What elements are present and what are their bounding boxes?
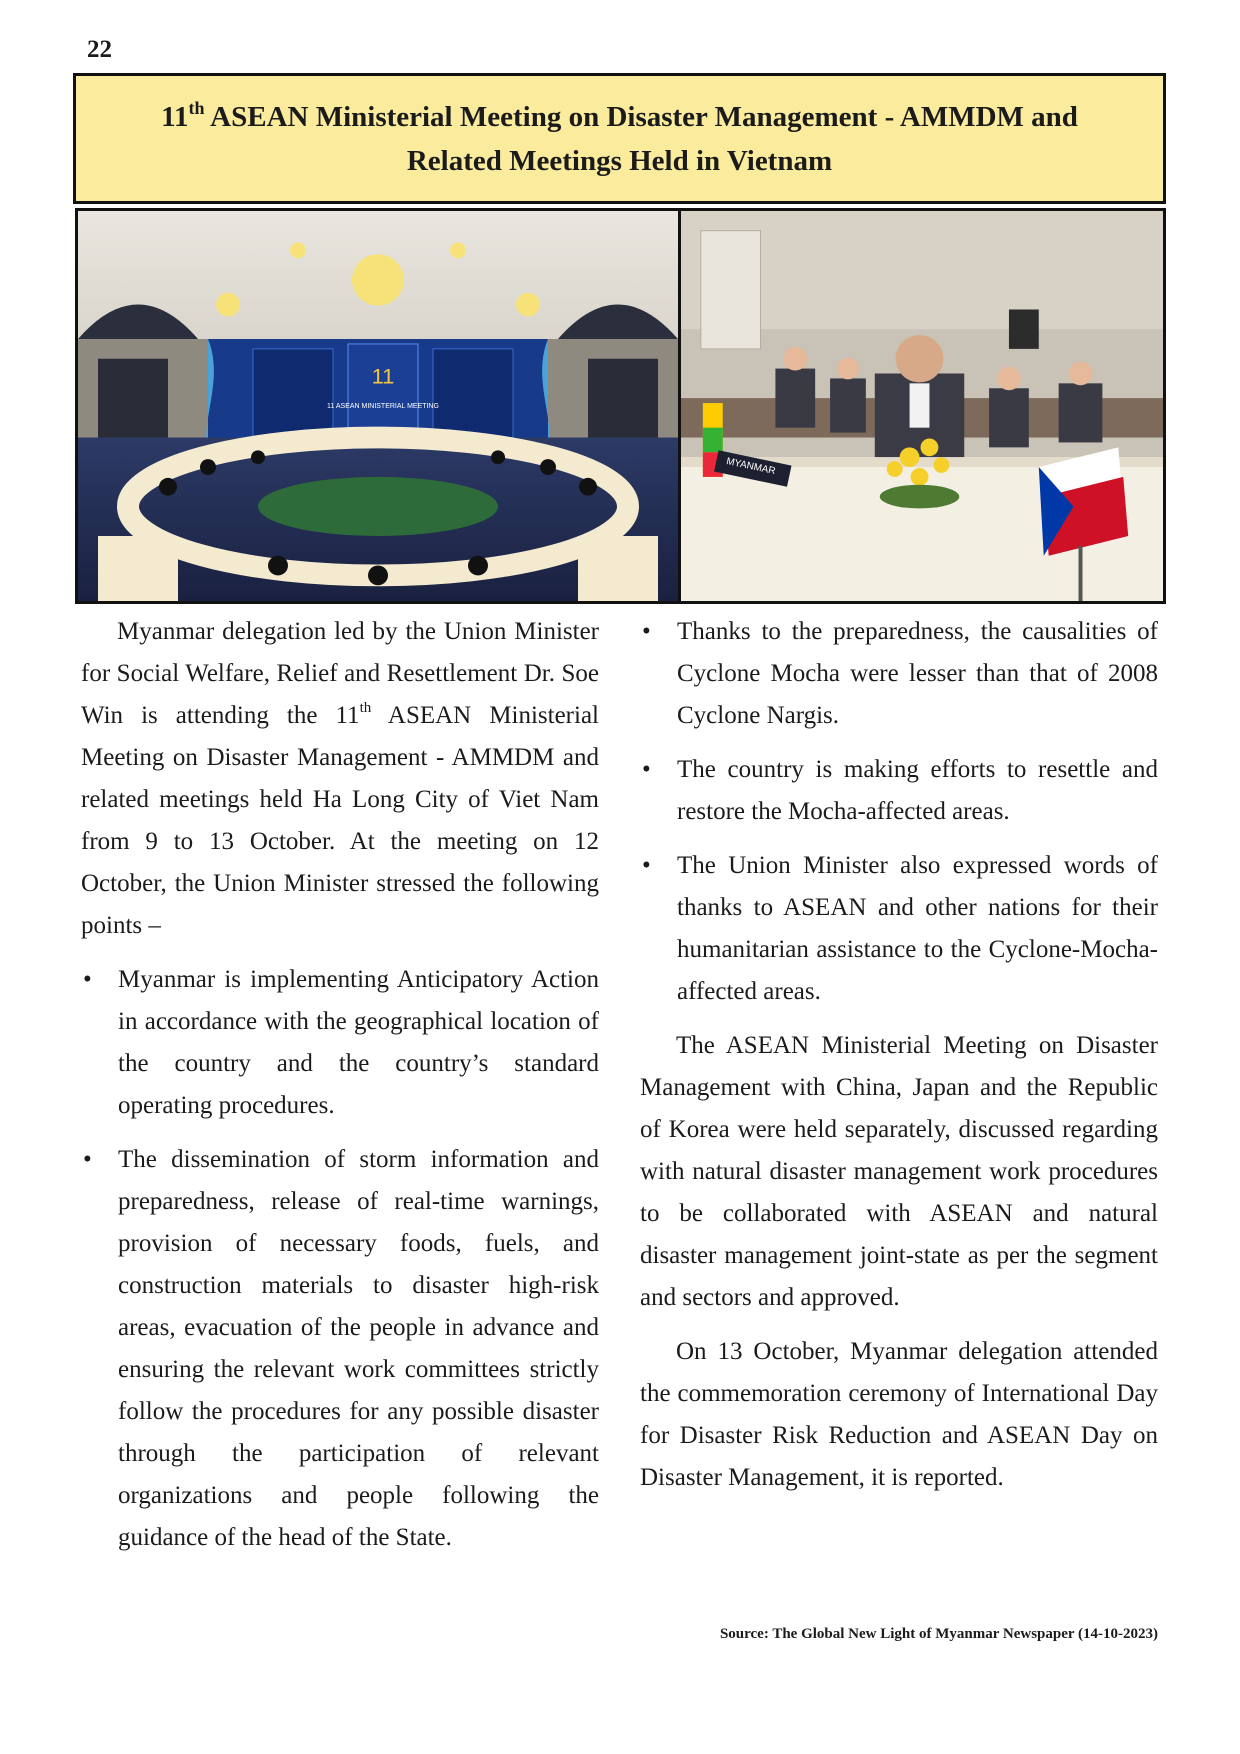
list-item bbox=[81, 1139, 599, 1559]
list-item-text: The dissemination of storm information and preparedness, release of real-time warnings, provision of necessary foods, fuels, and construction materials to disaster high-risk areas, evacuation of the people in advance and ensuring the relevant work committees strictly follow the procedures for any possible disaster through the participation of relevant organizations and people following the guidance of the head of the State. bbox=[118, 1146, 599, 1551]
screen-number: 11 bbox=[371, 363, 395, 389]
title-line-1-text: ASEAN Ministerial Meeting on Disaster Management - AMMDM and bbox=[204, 100, 1078, 133]
title-ordinal: 11 bbox=[161, 100, 189, 133]
left-bullet-list bbox=[81, 959, 599, 1559]
list-item bbox=[640, 749, 1158, 833]
list-item-text: The country is making efforts to resettle and restore the Mocha-affected areas. bbox=[677, 756, 1158, 825]
page-number: 22 bbox=[87, 36, 112, 63]
body-paragraph: On 13 October, Myanmar delegation attended the commemoration ceremony of International Day for Disaster Risk Reduction and ASEAN Day on Disaster Management, it is reported. bbox=[640, 1338, 1158, 1491]
source-citation: Source: The Global New Light of Myanmar Newspaper (14-10-2023) bbox=[719, 1626, 1158, 1642]
title-ordinal-suffix: th bbox=[188, 97, 205, 118]
title-line-2: Related Meetings Held in Vietnam bbox=[406, 144, 833, 177]
intro-text-part-1: Myanmar delegation led by the Union Minister for Social Welfare, Relief and Resettlement Dr. Soe Win is attending the 11 bbox=[81, 618, 599, 729]
photo-strip bbox=[75, 208, 1166, 604]
intro-text-part-2: ASEAN Ministerial Meeting on Disaster Management - AMMDM and related meetings held Ha Long City of Viet Nam from 9 to 13 October. At the meeting on 12 October, the Union Minister stressed the following points – bbox=[81, 702, 599, 939]
list-item-text: The Union Minister also expressed words of thanks to ASEAN and other nations for their humanitarian assistance to the Cyclone-Mocha-affected areas. bbox=[677, 852, 1158, 1005]
delegation-image bbox=[681, 211, 1163, 601]
nameplate-text: MYANMAR bbox=[725, 456, 777, 478]
left-column bbox=[81, 611, 599, 1571]
list-item-text: Thanks to the preparedness, the causalities of Cyclone Mocha were lesser than that of 2008 Cyclone Nargis. bbox=[677, 618, 1158, 729]
title-line-1 bbox=[161, 95, 1078, 139]
body-paragraph: The ASEAN Ministerial Meeting on Disaster Management with China, Japan and the Republic of Korea were held separately, discussed regarding with natural disaster management work procedures to be collaborated with ASEAN and natural disaster management joint-state as per the segment and sectors and approved. bbox=[640, 1032, 1158, 1311]
right-column bbox=[640, 611, 1158, 1511]
list-item-text: Myanmar is implementing Anticipatory Action in accordance with the geographical location of the country and the country’s standard operating procedures. bbox=[118, 966, 599, 1119]
meeting-hall-image bbox=[78, 211, 678, 601]
bullet-icon: • bbox=[642, 618, 651, 645]
bullet-icon: • bbox=[83, 1146, 92, 1173]
article-title bbox=[73, 73, 1166, 204]
intro-ordinal-suffix: th bbox=[359, 700, 372, 716]
intro-paragraph bbox=[81, 611, 599, 947]
list-item bbox=[640, 611, 1158, 737]
bullet-icon: • bbox=[642, 756, 651, 783]
screen-caption: 11 ASEAN MINISTERIAL MEETING bbox=[327, 403, 439, 410]
bullet-icon: • bbox=[83, 966, 92, 993]
list-item bbox=[640, 845, 1158, 1013]
delegation-photo bbox=[681, 211, 1163, 601]
right-bullet-list bbox=[640, 611, 1158, 1013]
meeting-hall-photo bbox=[78, 211, 681, 601]
list-item bbox=[81, 959, 599, 1127]
bullet-icon: • bbox=[642, 852, 651, 879]
